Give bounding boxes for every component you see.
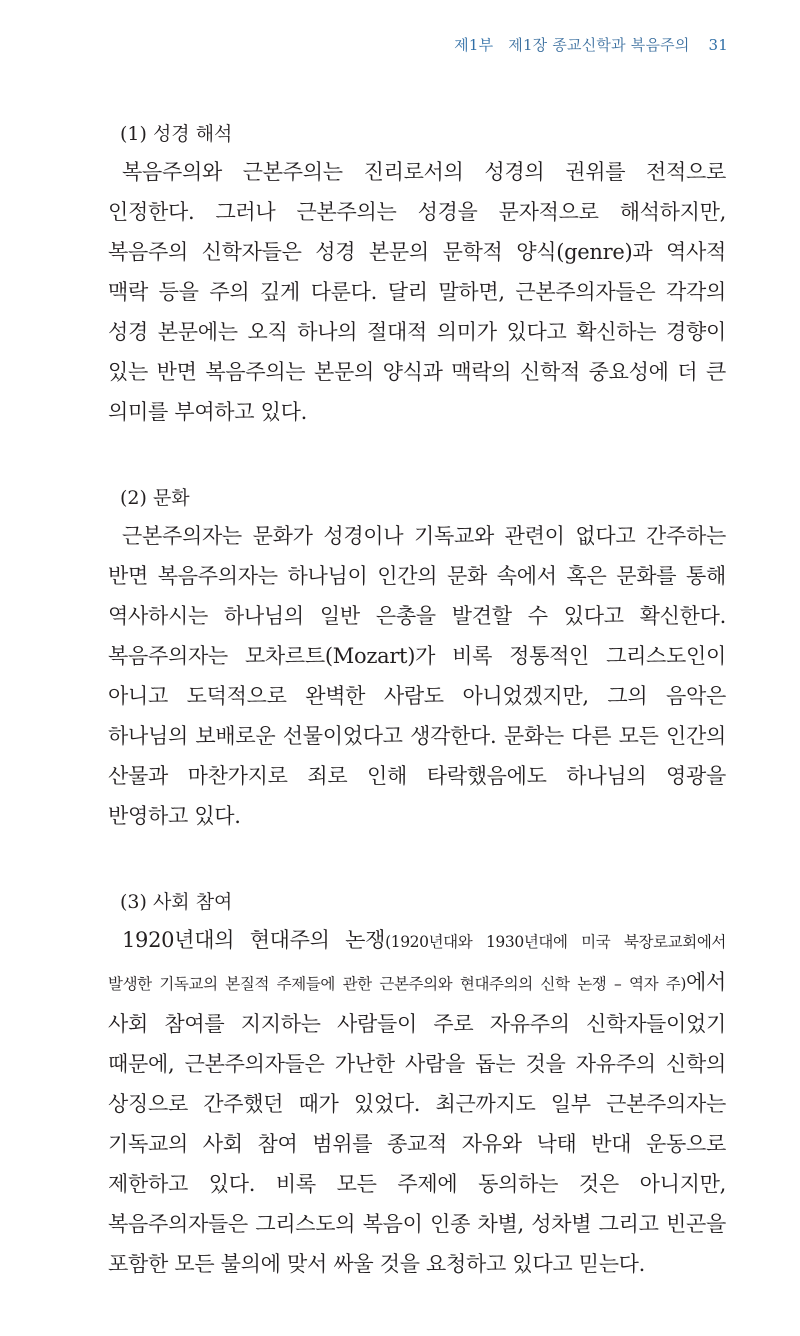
section-heading: (1) 성경 해석 <box>120 123 233 145</box>
page-number: 31 <box>708 36 728 54</box>
section-heading: (3) 사회 참여 <box>120 891 233 913</box>
running-header <box>454 34 728 55</box>
translator-note: (1920년대와 1930년대에 미국 북장로교회에서 발생한 기독교의 본질적 주제들에 관한 근본주의와 현대주의의 신학 논쟁 – 역자 주) <box>108 933 726 993</box>
section-culture <box>108 484 726 836</box>
section-paragraph <box>108 920 726 1284</box>
section-paragraph: 근본주의자는 문화가 성경이나 기독교와 관련이 없다고 간주하는 반면 복음주의자는 하나님이 인간의 문화 속에서 혹은 문화를 통해 역사하시는 하나님의 일반 은총을 발견할 수 있다고 확신한다. 복음주의자는 모차르트(Mozart)가 비록 정통적인 그리스도인이 아니고 도덕적으로 완벽한 사람도 아니었겠지만, 그의 음악은 하나님의 보배로운 선물이었다고 생각한다. 문화는 다른 모든 인간의 산물과 마찬가지로 죄로 인해 타락했음에도 하나님의 영광을 반영하고 있다. <box>108 524 726 828</box>
section-bible-interpretation <box>108 120 726 432</box>
section-social-engagement <box>108 888 726 1284</box>
header-chapter: 제1장 종교신학과 복음주의 <box>508 36 690 54</box>
page-body <box>108 120 726 1336</box>
header-part: 제1부 <box>454 36 494 54</box>
paragraph-rest: 에서 사회 참여를 지지하는 사람들이 주로 자유주의 신학자들이었기 때문에, 근본주의자들은 가난한 사람을 돕는 것을 자유주의 신학의 상징으로 간주했던 때가 있었다. 최근까지도 일부 근본주의자는 기독교의 사회 참여 범위를 종교적 자유와 낙태 반대 운동으로 제한하고 있다. 비록 모든 주제에 동의하는 것은 아니지만, 복음주의자들은 그리스도의 복음이 인종 차별, 성차별 그리고 빈곤을 포함한 모든 불의에 맞서 싸울 것을 요청하고 있다고 믿는다. <box>108 970 726 1276</box>
section-paragraph: 복음주의와 근본주의는 진리로서의 성경의 권위를 전적으로 인정한다. 그러나 근본주의는 성경을 문자적으로 해석하지만, 복음주의 신학자들은 성경 본문의 문학적 양식(genre)과 역사적 맥락 등을 주의 깊게 다룬다. 달리 말하면, 근본주의자들은 각각의 성경 본문에는 오직 하나의 절대적 의미가 있다고 확신하는 경향이 있는 반면 복음주의는 본문의 양식과 맥락의 신학적 중요성에 더 큰 의미를 부여하고 있다. <box>108 160 726 424</box>
paragraph-intro: 1920년대의 현대주의 논쟁 <box>122 928 386 952</box>
section-heading: (2) 문화 <box>120 487 190 509</box>
